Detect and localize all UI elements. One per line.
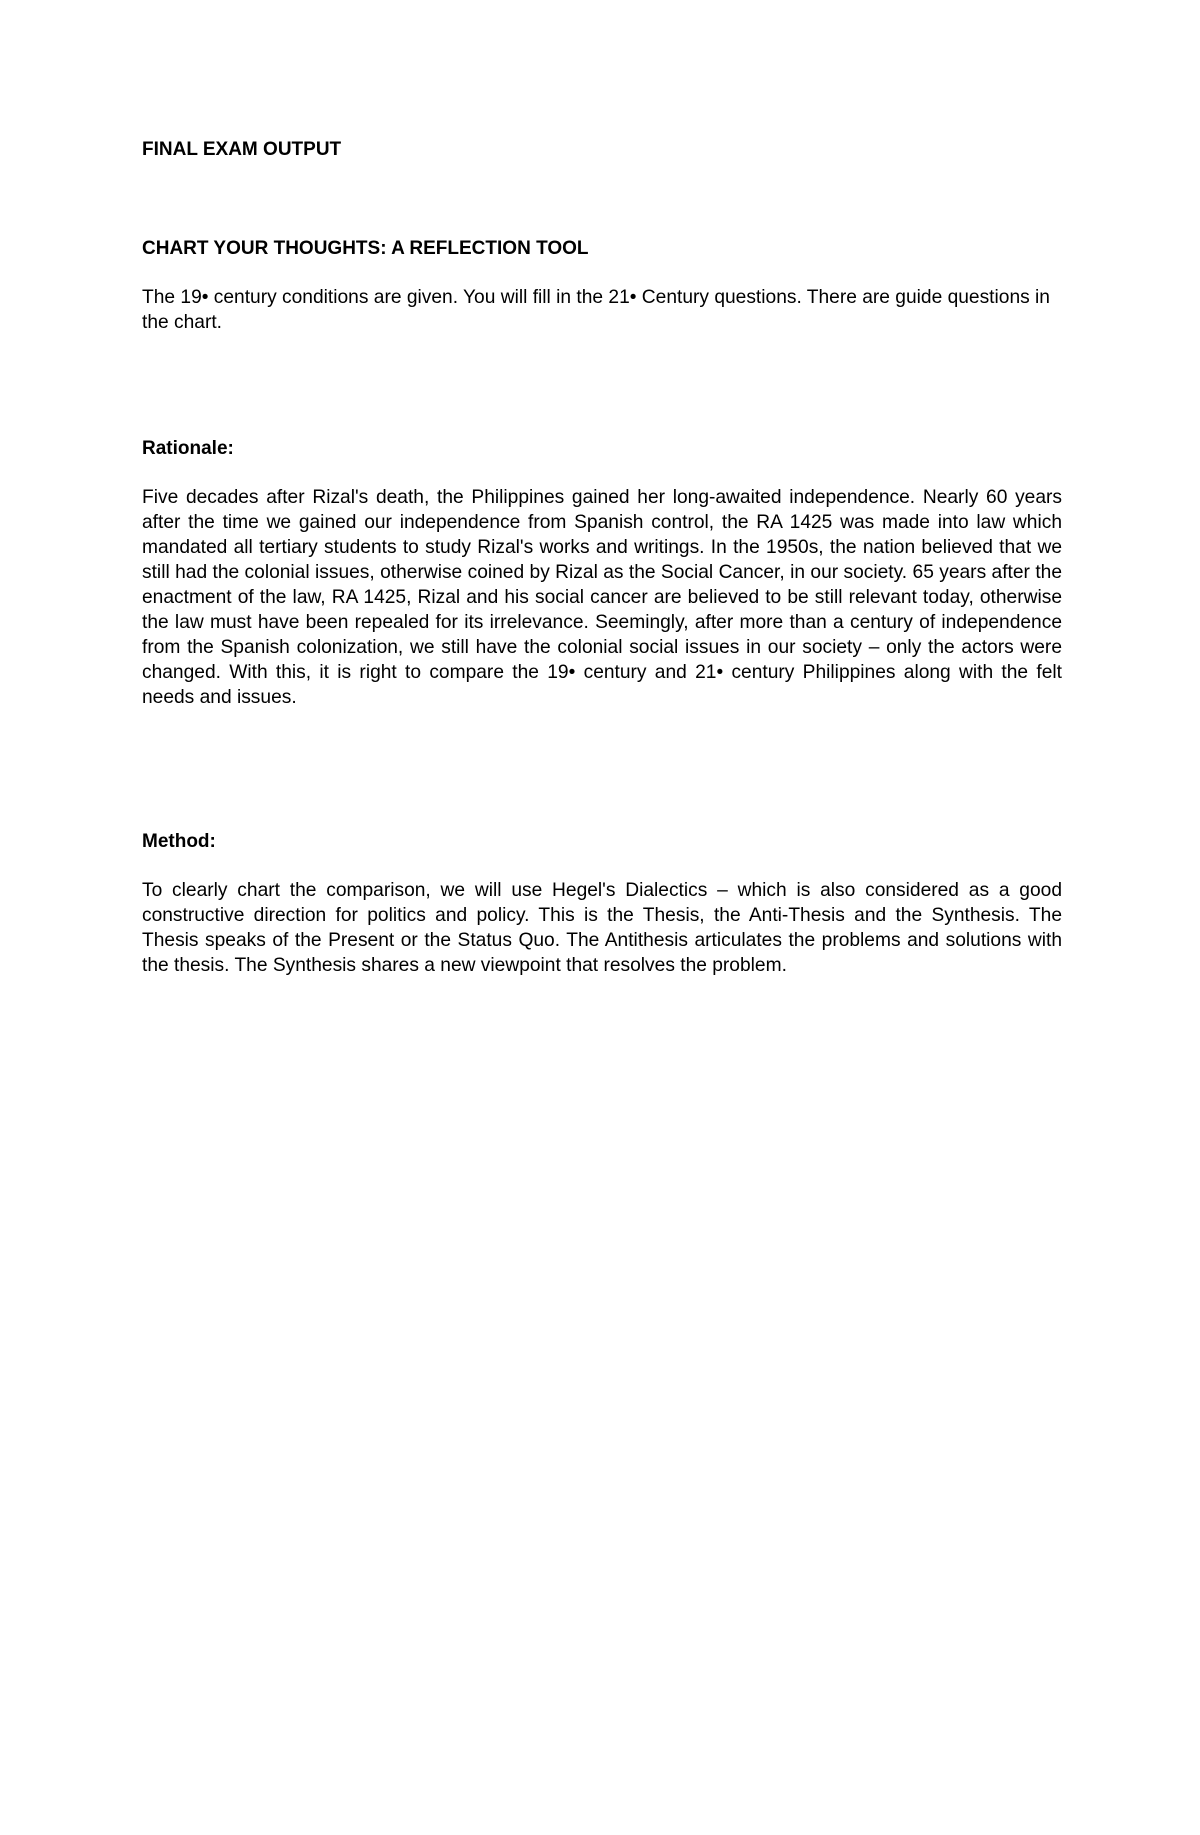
rationale-heading: Rationale: [142, 438, 234, 459]
document-subtitle: CHART YOUR THOUGHTS: A REFLECTION TOOL [142, 238, 589, 259]
document-title: FINAL EXAM OUTPUT [142, 139, 342, 160]
instructions-paragraph: The 19• century conditions are given. You will fill in the 21• Century questions. There are guide questions in the chart. [142, 287, 1050, 333]
rationale-paragraph: Five decades after Rizal's death, the Philippines gained her long-awaited independence. Nearly 60 years after the time we gained our independence from Spanish control, the RA 1425 was made into law which mandated all tertiary students to study Rizal's works and writings. In the 1950s, the nation believed that we still had the colonial issues, otherwise coined by Rizal as the Social Cancer, in our society. 65 years after the enactment of the law, RA 1425, Rizal and his social cancer are believed to be still relevant today, otherwise the law must have been repealed for its irrelevance. Seemingly, after more than a century of independence from the Spanish colonization, we still have the colonial social issues in our society – only the actors were changed. With this, it is right to compare the 19• century and 21• century Philippines along with the felt needs and issues. [142, 487, 1062, 708]
method-paragraph: To clearly chart the comparison, we will use Hegel's Dialectics – which is also considered as a good constructive direction for politics and policy. This is the Thesis, the Anti-Thesis and the Synthesis. The Thesis speaks of the Present or the Status Quo. The Antithesis articulates the problems and solutions with the thesis. The Synthesis shares a new viewpoint that resolves the problem. [142, 880, 1062, 976]
document-body [142, 138, 1062, 978]
method-heading: Method: [142, 831, 216, 852]
